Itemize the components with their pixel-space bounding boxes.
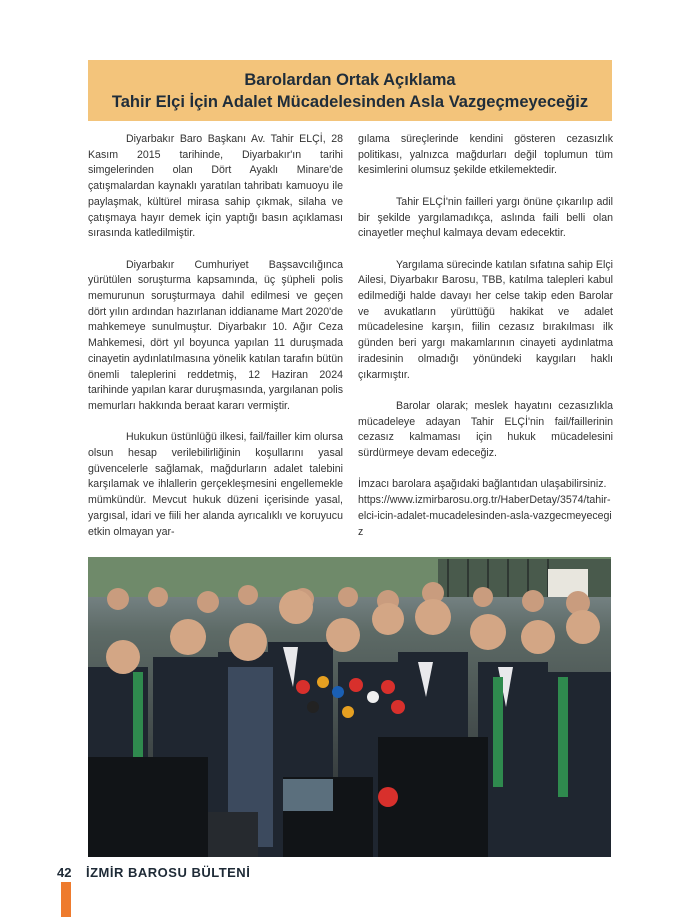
article-title-box xyxy=(88,60,612,121)
footer-accent-bar xyxy=(61,882,71,917)
paragraph-2: Diyarbakır Cumhuriyet Başsavcılığınca yürütülen soruşturma kapsamında, üç şüpheli polis memurunun soruşturmaya dahil edilmesi ve geçen dört yılın ardından hazırlanan iddianame Mart 2020'de mahkemeye sunulmuştur. Diyarbakır 10. Ağır Ceza Mahkemesi, dört yıl boyunca yapılan 11 duruşmada cinayetin aydınlatılmasına yönelik katılan tarafın bütün önemli taleplerini reddetmiş, 12 Haziran 2024 tarihinde yapılan karar duruşmasında, yargılanan polis memurları hakkında beraat kararı vermiştir. xyxy=(88,258,343,412)
article-title-line1: Barolardan Ortak Açıklama xyxy=(244,70,456,89)
left-column xyxy=(88,132,343,556)
paragraph-6: Barolar olarak; meslek hayatını cezasızlıkla mücadeleye adayan Tahir ELÇİ'nin fail/faillerinin cezasız kalmaması için hukuk mücadelesini sürdürmeye devam edeceğiz. xyxy=(358,399,613,460)
signatory-note: İmzacı barolara aşağıdaki bağlantıdan ulaşabilirsiniz. xyxy=(358,478,607,491)
paragraph-3-continuation: gılama süreçlerinde kendini gösteren cezasızlık politikası, yalnızca mağdurları değil toplumun tüm kesimlerini olumsuz şekilde etkilemektedir. xyxy=(358,133,613,177)
paragraph-4: Tahir ELÇİ'nin failleri yargı önüne çıkarılıp adil bir şekilde yargılamadıkça, aslında faili belli olan cinayetler meçhul kalmaya devam edecektir. xyxy=(358,195,613,240)
right-column xyxy=(358,132,613,540)
article-title-line2: Tahir Elçi İçin Adalet Mücadelesinden Asla Vazgeçmeyeceğiz xyxy=(111,92,589,111)
publication-name: İZMİR BAROSU BÜLTENİ xyxy=(86,865,251,880)
paragraph-3: Hukukun üstünlüğü ilkesi, fail/failler kim olursa olsun hesap verilebilirliğinin koşullarını yasal güvencelerle sağlamak, mağdurların adalet talebini karşılamak ve ihlallerin gerçekleşmesini engellemekle mümkündür. Mevcut hukuk düzeni içerisinde yasal, yargısal, idari ve fiili her alanda ayrıcalıklı ve koruyucu etkin olmayan yar- xyxy=(88,431,343,538)
paragraph-5: Yargılama sürecinde katılan sıfatına sahip Elçi Ailesi, Diyarbakır Barosu, TBB, katılma talepleri kabul edilmediği halde davayı her celse takip eden Barolar ve avukatların yürüttüğü hakikat ve adalet mücadelesine karşın, fiilin cezasız bırakılması ilk günden beri yargı makamlarının cinayeti aydınlatma iradesinin olmadığı yönündeki kaygıları haklı çıkarmıştır. xyxy=(358,258,613,381)
page-number: 42 xyxy=(57,865,72,880)
photo-illustration xyxy=(88,557,611,857)
press-conference-photo xyxy=(88,557,611,857)
paragraph-1: Diyarbakır Baro Başkanı Av. Tahir ELÇİ, 28 Kasım 2015 tarihinde, Diyarbakır'ın tarihi simgelerinden olan Dört Ayaklı Minare'de çatışmalardan kaynaklı yaratılan tahribatı kamuoyu ile paylaşmak, kültürel mirasa sahip çıkmak, silaha ve çatışmaya hayır demek için yaptığı basın açıklaması sırasında katledilmiştir. xyxy=(88,133,343,240)
article-link[interactable]: https://www.izmirbarosu.org.tr/HaberDetay/3574/tahir-elci-icin-adalet-mucadelesinden-asla-vazgecmeyecegiz xyxy=(358,494,612,538)
